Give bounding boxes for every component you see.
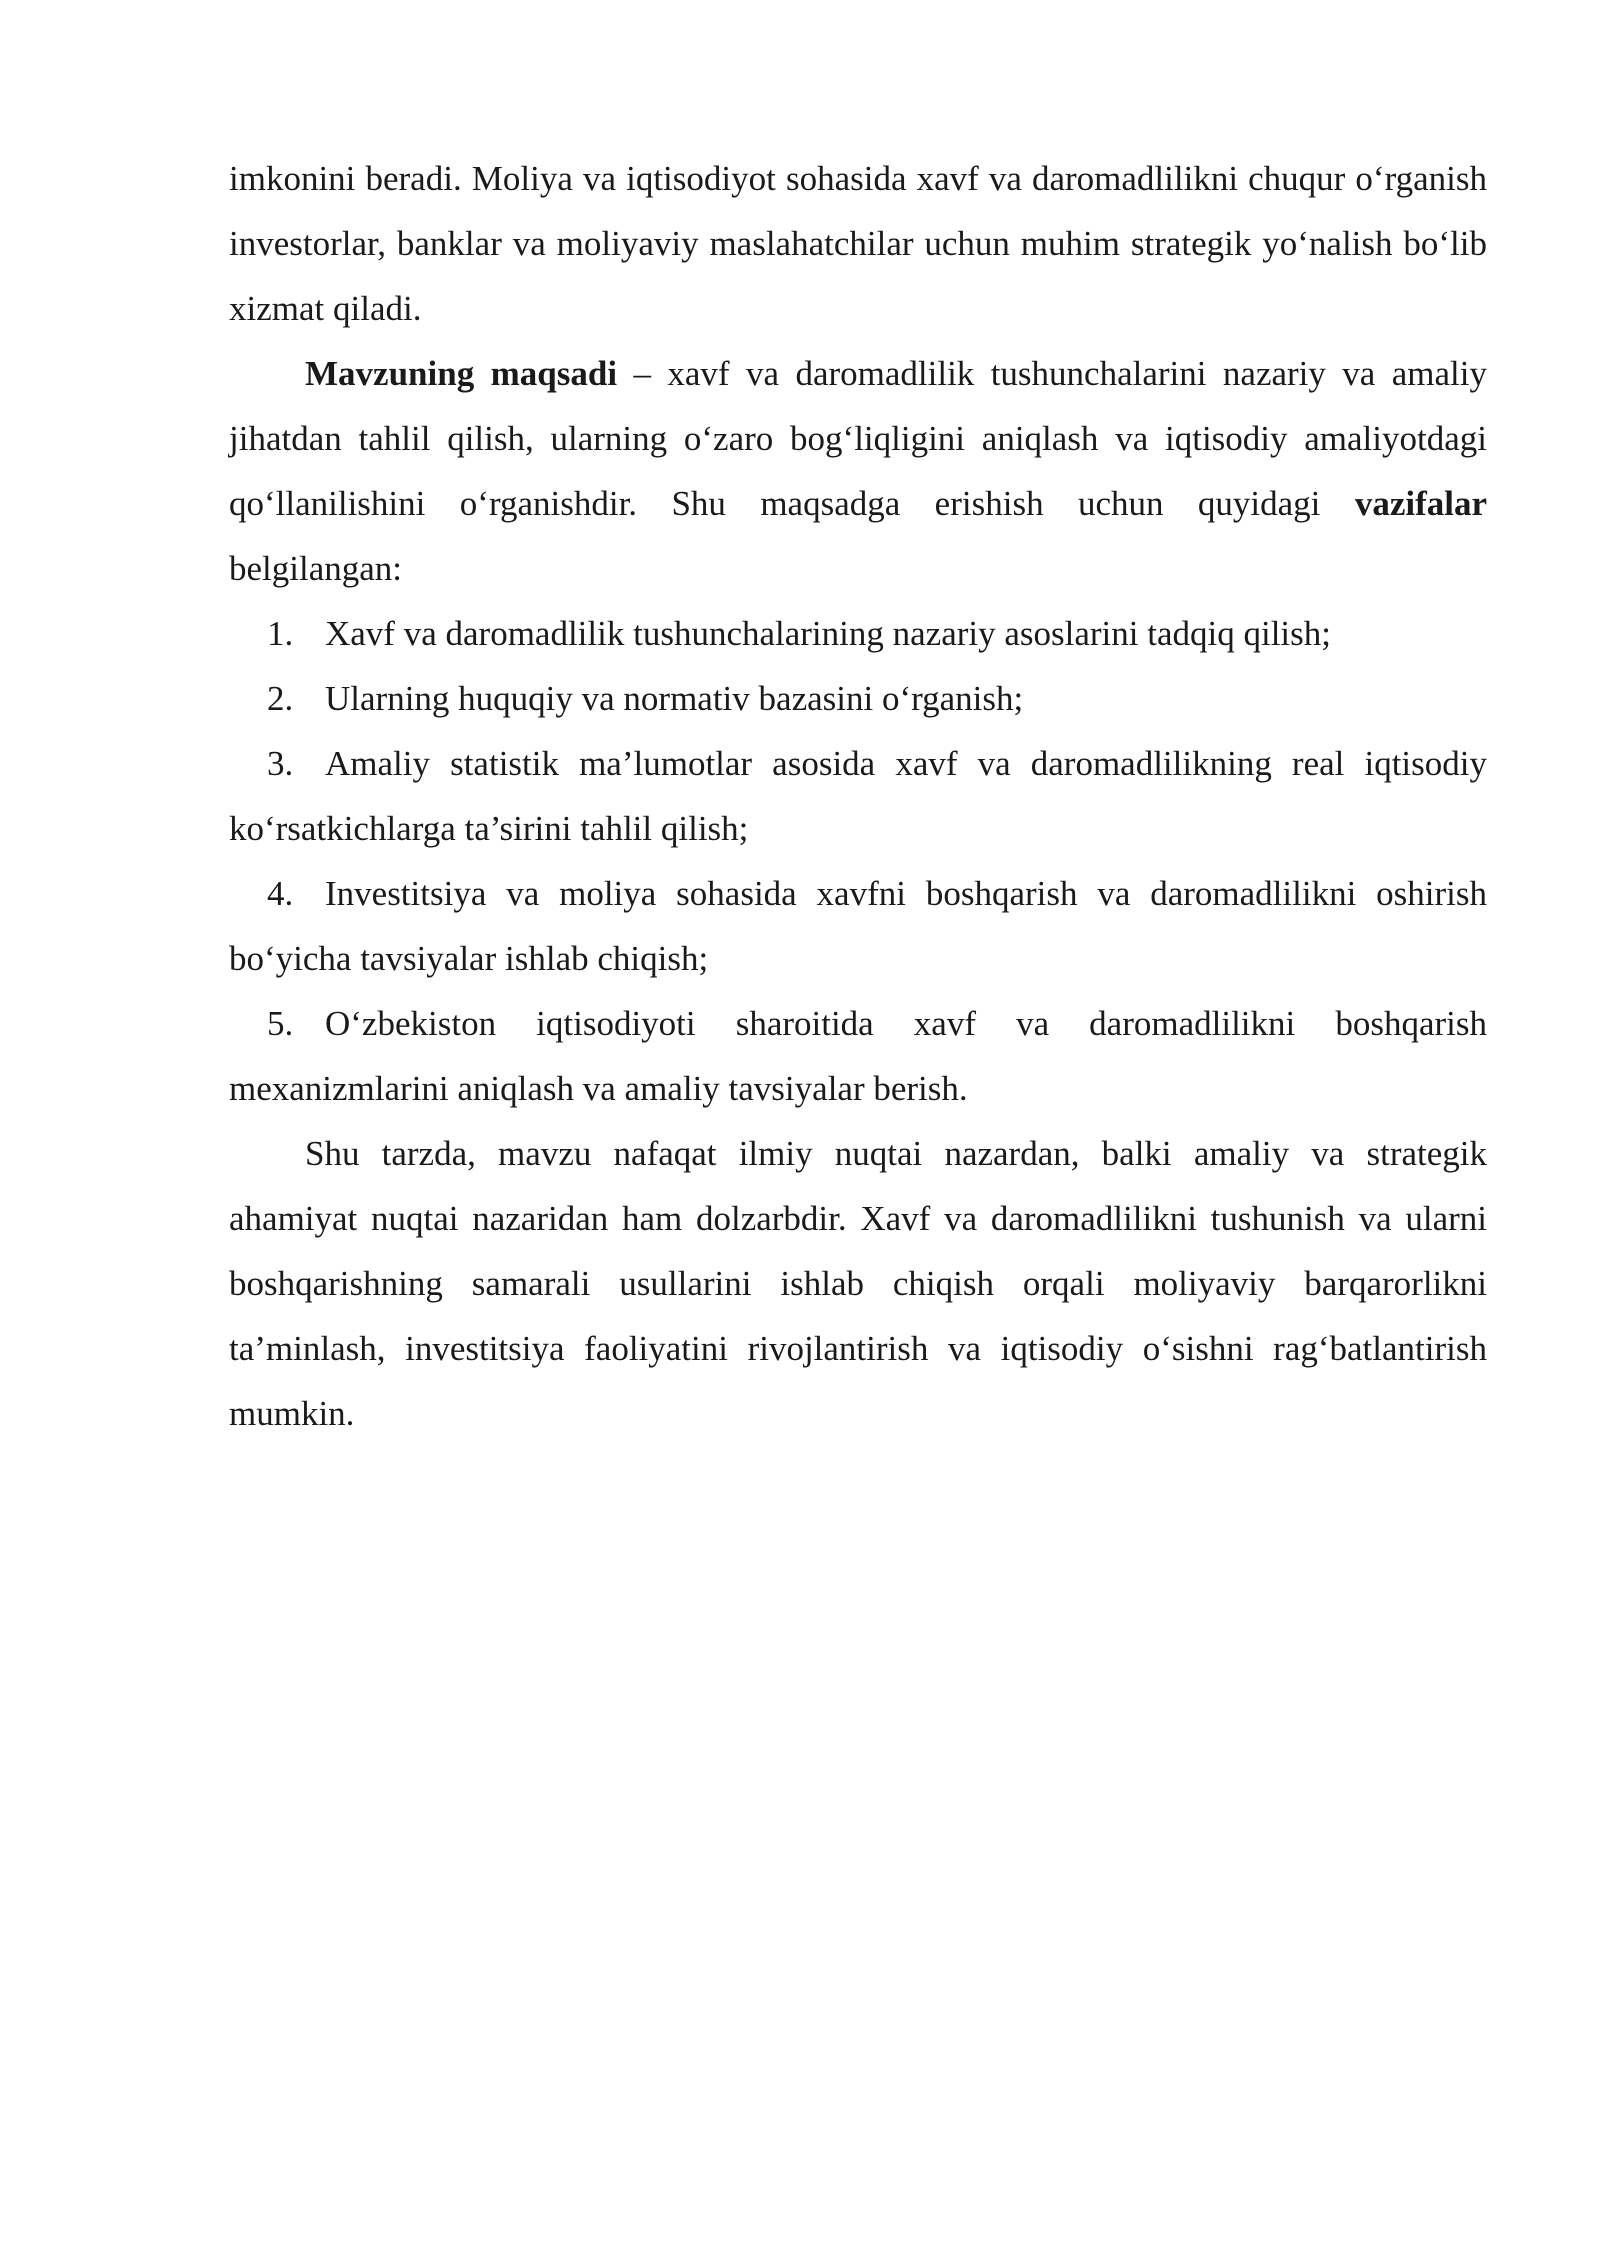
list-item-number: 3. <box>267 744 294 783</box>
list-item-text: Xavf va daromadlilik tushunchalarining nazariy asoslarini tadqiq qilish; <box>325 614 1331 653</box>
list-item-number: 5. <box>267 1004 294 1043</box>
paragraph-goal <box>229 341 1487 601</box>
list-item-number: 2. <box>267 679 294 718</box>
list-item-text: O‘zbekiston iqtisodiyoti sharoitida xavf va daromadlilikni boshqarish mexanizmlarini aniqlash va amaliy tavsiyalar berish. <box>229 1004 1487 1108</box>
goal-text: – xavf va daromadlilik tushunchalarini nazariy va amaliy jihatdan tahlil qilish, ularning o‘zaro bog‘liqligini aniqlash va iqtisodiy amaliyotdagi qo‘llanilishini o‘rganishdir. Shu maqsadga erishish uchun quyidagi <box>229 354 1488 523</box>
tasks-list <box>229 601 1487 1121</box>
list-item-number: 4. <box>267 874 294 913</box>
list-item <box>229 991 1487 1121</box>
list-item <box>229 666 1487 731</box>
list-item <box>229 601 1487 666</box>
list-item-number: 1. <box>267 614 294 653</box>
tasks-heading: vazifalar <box>1354 484 1487 523</box>
goal-heading: Mavzuning maqsadi <box>305 354 618 393</box>
tasks-intro-text: belgilangan: <box>229 549 403 588</box>
list-item <box>229 731 1487 861</box>
paragraph-intro-continuation: imkonini beradi. Moliya va iqtisodiyot sohasida xavf va daromadlilikni chuqur o‘rganish investorlar, banklar va moliyaviy maslahatchilar uchun muhim strategik yo‘nalish bo‘lib xizmat qiladi. <box>229 159 1487 328</box>
document-page <box>229 146 1487 1446</box>
list-item-text: Amaliy statistik ma’lumotlar asosida xavf va daromadlilikning real iqtisodiy ko‘rsatkichlarga ta’sirini tahlil qilish; <box>229 744 1487 848</box>
list-item-text: Investitsiya va moliya sohasida xavfni boshqarish va daromadlilikni oshirish bo‘yicha tavsiyalar ishlab chiqish; <box>229 874 1487 978</box>
list-item <box>229 861 1487 991</box>
paragraph-conclusion: Shu tarzda, mavzu nafaqat ilmiy nuqtai nazardan, balki amaliy va strategik ahamiyat nuqtai nazaridan ham dolzarbdir. Xavf va daromadlilikni tushunish va ularni boshqarishning samarali usullarini ishlab chiqish orqali moliyaviy barqarorlikni ta’minlash, investitsiya faoliyatini rivojlantirish va iqtisodiy o‘sishni rag‘batlantirish mumkin. <box>229 1134 1487 1433</box>
list-item-text: Ularning huquqiy va normativ bazasini o‘rganish; <box>325 679 1024 718</box>
